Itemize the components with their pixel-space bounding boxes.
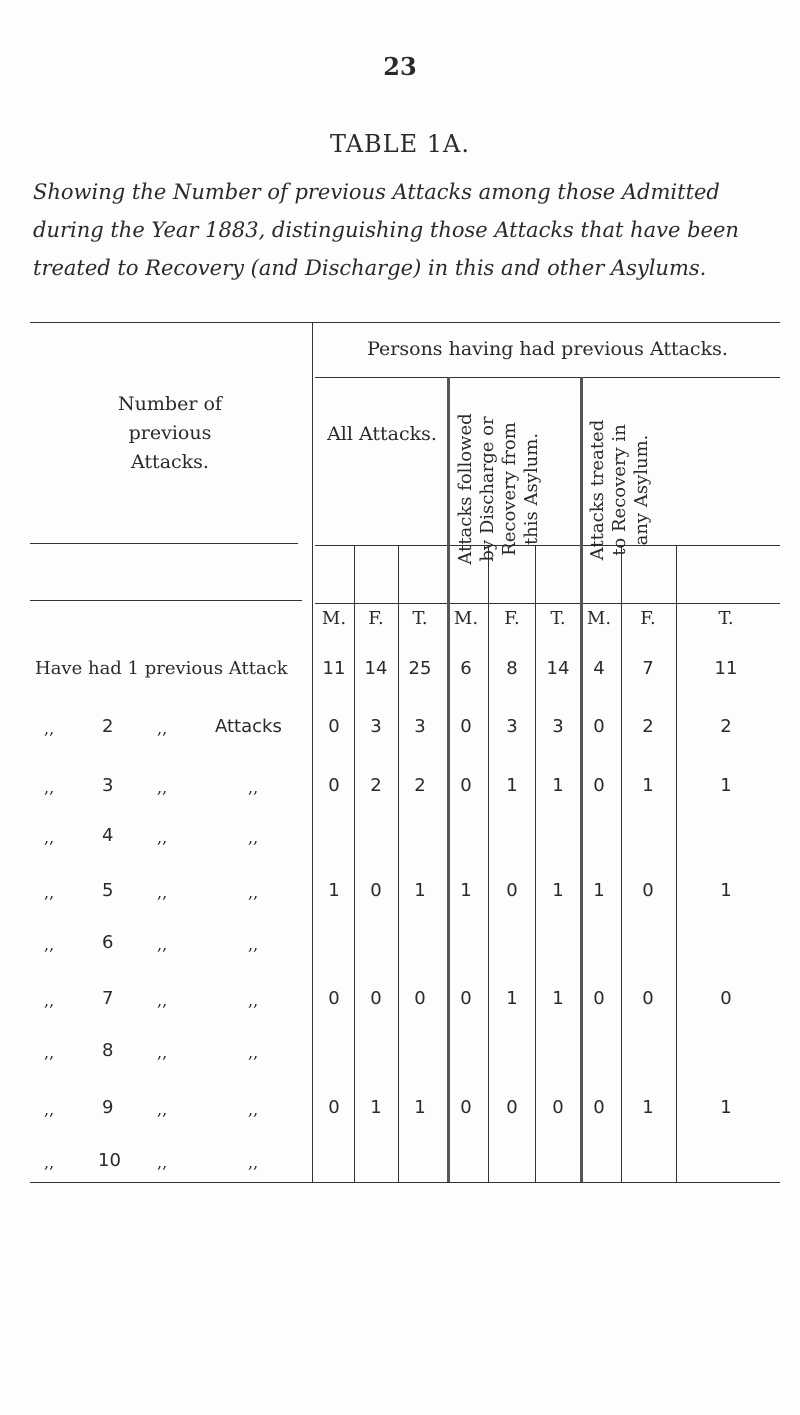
rule-col-7	[621, 545, 622, 1182]
sub-header-5: F.	[504, 608, 520, 629]
cell-value: 0	[370, 880, 382, 901]
row-ditto-3: ,,	[248, 883, 259, 902]
cell-value: 11	[322, 658, 346, 679]
row-ditto-3: ,,	[248, 991, 259, 1010]
col-all-attacks: All Attacks.	[327, 423, 437, 445]
row-attack-count: 3	[102, 775, 114, 796]
cell-value: 0	[328, 716, 340, 737]
cell-value: 14	[546, 658, 570, 679]
cell-value: 1	[552, 775, 564, 796]
sub-header-7: M.	[586, 608, 612, 629]
cell-value: 1	[642, 775, 654, 796]
row-ditto-2: ,,	[157, 883, 168, 902]
row-ditto-1: ,,	[44, 883, 55, 902]
rule-col-8	[676, 545, 677, 1182]
sub-header-2: F.	[368, 608, 384, 629]
row-attack-count: 7	[102, 988, 114, 1009]
cell-value: 11	[714, 658, 738, 679]
row-ditto-1: ,,	[44, 719, 55, 738]
row-ditto-2: ,,	[157, 1153, 168, 1172]
rule-col-2	[398, 545, 399, 1182]
table-title: TABLE 1A.	[330, 130, 470, 158]
cell-value: 3	[370, 716, 382, 737]
row-attack-count: 9	[102, 1097, 114, 1118]
rule-top	[30, 322, 780, 323]
row-ditto-2: ,,	[157, 778, 168, 797]
row-ditto-3: ,,	[248, 778, 259, 797]
cell-value: 2	[370, 775, 382, 796]
cell-value: 0	[593, 1097, 605, 1118]
row-ditto-1: ,,	[44, 991, 55, 1010]
cell-value: 0	[414, 988, 426, 1009]
row-ditto-1: ,,	[44, 778, 55, 797]
cell-value: 0	[370, 988, 382, 1009]
row-ditto-1: ,,	[44, 1100, 55, 1119]
row-ditto-3: ,,	[248, 1153, 259, 1172]
cell-value: 25	[408, 658, 432, 679]
cell-value: 1	[552, 880, 564, 901]
cell-value: 1	[414, 880, 426, 901]
row-ditto-1: ,,	[44, 828, 55, 847]
cell-value: 1	[720, 1097, 732, 1118]
row-attack-count: 4	[102, 825, 114, 846]
rule-col-5	[535, 545, 536, 1182]
rule-stub-header	[30, 543, 298, 544]
rule-group	[315, 377, 780, 378]
cell-value: 0	[328, 988, 340, 1009]
sub-header-1: M.	[321, 608, 347, 629]
cell-value: 7	[642, 658, 654, 679]
cell-value: 14	[364, 658, 388, 679]
cell-value: 1	[593, 880, 605, 901]
stub-header: Number of previous Attacks.	[118, 393, 222, 473]
rule-bottom	[30, 1182, 780, 1183]
sub-header-8: F.	[640, 608, 656, 629]
cell-value: 1	[414, 1097, 426, 1118]
sub-header-4: M.	[453, 608, 479, 629]
row-ditto-2: ,,	[157, 1100, 168, 1119]
cell-value: 1	[370, 1097, 382, 1118]
cell-value: 1	[720, 880, 732, 901]
rule-col-1	[354, 545, 355, 1182]
cell-value: 8	[506, 658, 518, 679]
row-label-attacks: Attacks	[215, 716, 282, 737]
rule-subheaders	[315, 603, 780, 604]
cell-value: 1	[642, 1097, 654, 1118]
cell-value: 1	[328, 880, 340, 901]
row-attack-count: 5	[102, 880, 114, 901]
rule-header-mid	[315, 545, 780, 546]
cell-value: 1	[506, 775, 518, 796]
cell-value: 3	[552, 716, 564, 737]
row-ditto-2: ,,	[157, 935, 168, 954]
cell-value: 3	[506, 716, 518, 737]
cell-value: 0	[460, 775, 472, 796]
rule-stub-sub	[30, 600, 302, 601]
row-ditto-1: ,,	[44, 1153, 55, 1172]
sub-header-3: T.	[412, 608, 428, 629]
cell-value: 0	[642, 880, 654, 901]
row-ditto-2: ,,	[157, 719, 168, 738]
row-ditto-2: ,,	[157, 1043, 168, 1062]
col-this-asylum: Attacks followed by Discharge or Recovery from this Asylum.	[455, 413, 542, 565]
cell-value: 0	[720, 988, 732, 1009]
cell-value: 0	[593, 988, 605, 1009]
cell-value: 0	[593, 775, 605, 796]
cell-value: 0	[460, 1097, 472, 1118]
cell-value: 0	[593, 716, 605, 737]
cell-value: 0	[506, 880, 518, 901]
cell-value: 0	[506, 1097, 518, 1118]
cell-value: 4	[593, 658, 605, 679]
row-ditto-3: ,,	[248, 828, 259, 847]
row-ditto-2: ,,	[157, 828, 168, 847]
cell-value: 2	[720, 716, 732, 737]
cell-value: 2	[642, 716, 654, 737]
row-ditto-2: ,,	[157, 991, 168, 1010]
cell-value: 3	[414, 716, 426, 737]
cell-value: 1	[460, 880, 472, 901]
cell-value: 0	[328, 775, 340, 796]
row-ditto-1: ,,	[44, 1043, 55, 1062]
cell-value: 1	[506, 988, 518, 1009]
sub-header-9: T.	[718, 608, 734, 629]
cell-value: 0	[460, 716, 472, 737]
row-attack-count: 2	[102, 716, 114, 737]
cell-value: 1	[720, 775, 732, 796]
row-ditto-3: ,,	[248, 935, 259, 954]
row-ditto-3: ,,	[248, 1043, 259, 1062]
cell-value: 0	[460, 988, 472, 1009]
table-subtitle: Showing the Number of previous Attacks among those Admitted during the Year 1883, distinguishing those Attacks that have been treated to Recovery (and Discharge) in this and other Asylums.	[33, 180, 739, 280]
page-number: 23	[383, 52, 417, 81]
sub-header-6: T.	[550, 608, 566, 629]
row-label-first: Have had 1 previous Attack	[35, 658, 288, 679]
row-attack-count: 10	[98, 1150, 121, 1171]
row-attack-count: 6	[102, 932, 114, 953]
row-ditto-1: ,,	[44, 935, 55, 954]
cell-value: 0	[642, 988, 654, 1009]
cell-value: 6	[460, 658, 472, 679]
row-attack-count: 8	[102, 1040, 114, 1061]
rule-col-4	[488, 545, 489, 1182]
rule-stub-divider	[312, 322, 313, 1182]
row-ditto-3: ,,	[248, 1100, 259, 1119]
group-header: Persons having had previous Attacks.	[367, 338, 728, 360]
cell-value: 2	[414, 775, 426, 796]
cell-value: 1	[552, 988, 564, 1009]
cell-value: 0	[552, 1097, 564, 1118]
col-any-asylum: Attacks treated to Recovery in any Asylum.	[587, 419, 652, 561]
cell-value: 0	[328, 1097, 340, 1118]
